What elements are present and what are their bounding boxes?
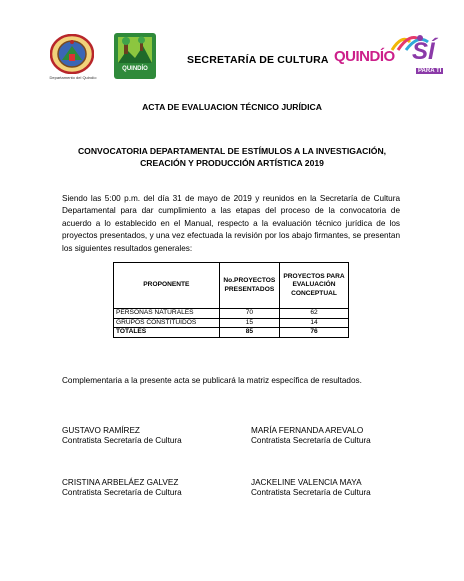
closing-note: Complementaria a la presente acta se publicará la matriz específica de resultados.	[62, 376, 362, 385]
signatory-block	[251, 478, 371, 498]
header-proponente: PROPONENTE	[114, 263, 220, 309]
brand-tagline: PARA TI	[418, 68, 442, 74]
badge-label: QUINDÍO	[122, 66, 148, 72]
department-caption: Departamento del Quindío	[49, 75, 97, 80]
acta-title: ACTA DE EVALUACION TÉCNICO JURÍDICA	[142, 102, 322, 112]
signatory-block	[62, 478, 182, 498]
brand-si: SÍ	[412, 38, 435, 65]
convocatoria-title-line1: CONVOCATORIA DEPARTAMENTAL DE ESTÍMULOS A LA INVESTIGACIÓN,	[77, 146, 387, 156]
department-seal-logo	[50, 34, 94, 74]
signatory-name: MARÍA FERNANDA AREVALO	[251, 426, 364, 435]
row-evaluacion: 14	[280, 318, 349, 328]
signatory-block	[251, 426, 371, 446]
signatory-role: Contratista Secretaría de Cultura	[251, 436, 371, 446]
signatory-name: CRISTINA ARBELÁEZ GALVEZ	[62, 478, 179, 487]
total-evaluacion: 76	[280, 328, 349, 338]
quindio-si-brand-logo	[334, 32, 444, 82]
row-presentados: 15	[219, 318, 279, 328]
table-total-row	[114, 328, 349, 338]
quindio-badge-logo	[113, 32, 157, 80]
total-label: TOTALES	[114, 328, 220, 338]
row-presentados: 70	[219, 309, 279, 319]
signatory-name: JACKELINE VALENCIA MAYA	[251, 478, 362, 487]
signatory-role: Contratista Secretaría de Cultura	[251, 488, 371, 498]
signatory-name: GUSTAVO RAMÍREZ	[62, 426, 140, 435]
total-presentados: 85	[219, 328, 279, 338]
table-row	[114, 318, 349, 328]
signatory-role: Contratista Secretaría de Cultura	[62, 488, 182, 498]
results-table	[113, 262, 349, 338]
header-presentados: No.PROYECTOS PRESENTADOS	[219, 263, 279, 309]
signatory-role: Contratista Secretaría de Cultura	[62, 436, 182, 446]
secretaria-heading: SECRETARÍA DE CULTURA	[187, 54, 329, 66]
row-label: GRUPOS CONSTITUIDOS	[114, 318, 220, 328]
intro-paragraph: Siendo las 5:00 p.m. del día 31 de mayo de 2019 y reunidos en la Secretaría de Cultura Departamental para dar cumplimiento a las etapas del proceso de la convocatoria de acuerdo a lo establecido en el Manual, respecto a la evaluación técnico jurídica de los proyectos presentados, y una vez efectuada la revisión por los abajo firmantes, se presentan los siguientes resultados generales:	[62, 194, 400, 253]
row-evaluacion: 62	[280, 309, 349, 319]
table-row	[114, 309, 349, 319]
signatory-block	[62, 426, 182, 446]
header-evaluacion: PROYECTOS PARA EVALUACIÓN CONCEPTUAL	[280, 263, 349, 309]
row-label: PERSONAS NATURALES	[114, 309, 220, 319]
brand-word: QUINDÍO	[334, 48, 395, 65]
convocatoria-title-line2: CREACIÓN Y PRODUCCIÓN ARTÍSTICA 2019	[140, 158, 324, 168]
